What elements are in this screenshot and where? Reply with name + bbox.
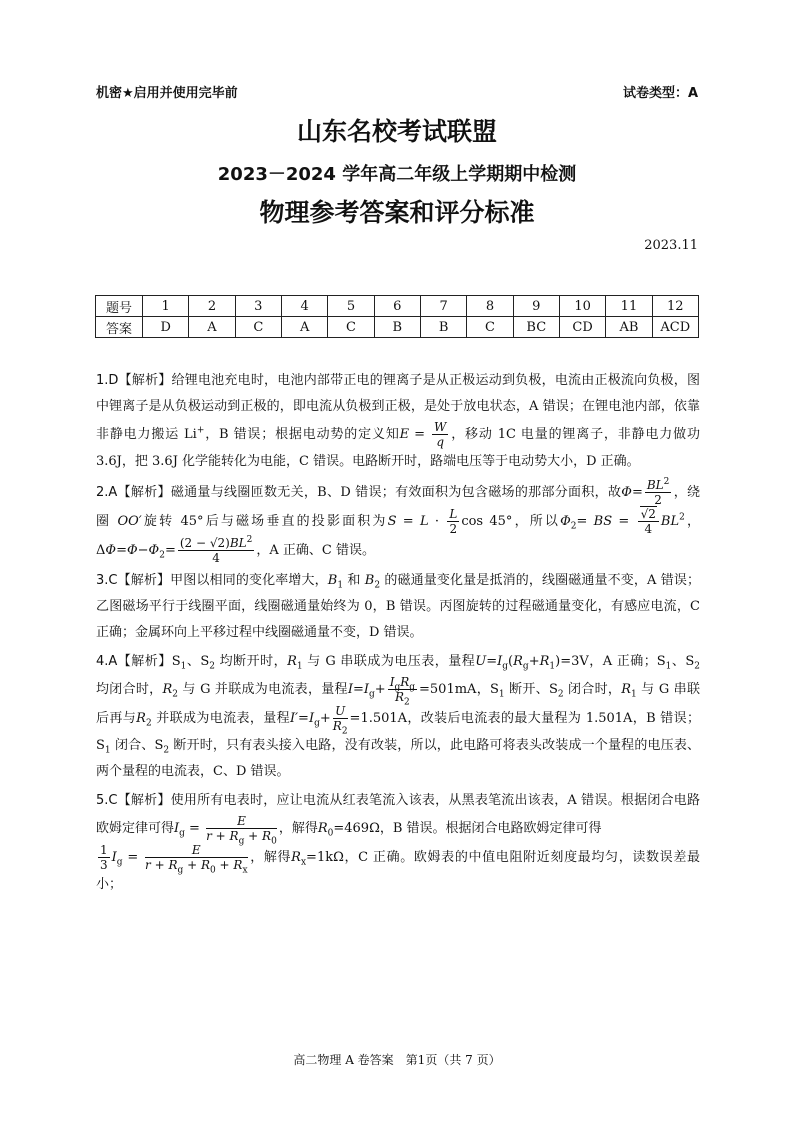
question-number: 9 — [513, 296, 559, 317]
page-footer: 高二物理 A 卷答案 第1页（共 7 页） — [293, 1053, 501, 1067]
answer-cell: AB — [606, 317, 652, 338]
answer-cell: D — [143, 317, 189, 338]
q2-text: 旋转 45°后与磁场垂直的投影面积为 — [141, 514, 388, 529]
q3-text: 和 — [347, 573, 361, 588]
current-range-formula: $I=I_g+$ $\frac{I_gR_g}{R_2}$ — [347, 675, 416, 708]
answer-cell: B — [374, 317, 420, 338]
answer-cell: C — [467, 317, 513, 338]
q4-text: 均断开时， — [219, 654, 288, 669]
q1-label: 1.D【解析】 — [96, 373, 172, 388]
q5-text: ，解得 — [249, 850, 292, 865]
q4-text: =501mA， — [419, 682, 491, 697]
q2-text: ，绕圈 — [96, 485, 700, 529]
answer-cell: C — [235, 317, 281, 338]
q4-text: 与 G 串联后再与 — [96, 682, 700, 726]
q2-text: ，所以 — [512, 514, 561, 529]
ohm-formula-2: $\frac{1}{3}$ $I_g$ = $\frac{E}{r + R_g + R_0 + R_x}$ — [100, 843, 248, 876]
q5-text: 使用所有电表时，应让电流从红表笔流入该表，从黑表笔流出该表，A 错误。根据闭合电路欧姆定律可得 — [96, 793, 700, 836]
q1-text: ，B 错误；根据电动势的定义知 — [204, 427, 400, 442]
exam-title: 2023－2024 学年高二年级上学期期中检测 — [217, 164, 577, 185]
area-formula: S = L · $\frac{L}{2}$ cos 45° — [387, 507, 513, 536]
q5-text: =1kΩ，C 正确。欧姆表的中值电阻附近刻度最均匀，读数误差最小； — [96, 850, 700, 892]
explanation-q2: 2.A【解析】磁通量与线圈匝数无关，B、D 错误；有效面积为包含磁场的那部分面积，故Φ= $\frac{BL^2}{2}$ ，绕圈 OO′旋转 45°后与磁场垂直的投影面积为S = L · $\frac{L}{2}$ cos 45°，所以$\Phi_2=$ BS = $\frac{√2}{4}$ $BL^2$，$\Delta\Phi=\Phi-\Phi_2=$ $\frac{(2 - √2)BL^2}{4}$ ，A 正确、C 错误。 — [96, 477, 700, 565]
question-number: 8 — [467, 296, 513, 317]
question-number: 10 — [559, 296, 605, 317]
q4-text: 断开时，只有表头接入电路，没有改装，所以，此电路可将表头改装成一个量程的电压表、两个量程的电流表，C、D 错误。 — [96, 738, 700, 779]
q1-text: 给锂电池充电时，电池内部带正电的锂离子是从正极运动到负极，电流由正极流向负极，图中锂离子是从负极运动到正极的，即电流从负极到正极，是处于放电状态，A 错误；在锂电池内部，依靠非静电力搬运 Li — [96, 373, 700, 442]
explanation-q3: 3.C【解析】甲图以相同的变化率增大，$B_1$ 和 $B_2$ 的磁通量变化量是抵消的，线圈磁通量不变，A 错误；乙图磁场平行于线圈平面，线圈磁通量始终为 0，B 错误。丙图旋转的过程磁通量变化，有感应电流，C 正确；金属环向上平移过程中线圈磁通量不变，D 错误。 — [96, 573, 700, 640]
confidential-label: 机密★启用并使用完毕前 — [96, 86, 238, 101]
flux2-formula: $\Phi_2=$ BS = $\frac{√2}{4}$ $BL^2$ — [560, 507, 685, 536]
q5-label: 5.C【解析】 — [96, 793, 171, 808]
delta-flux-formula: $\Delta\Phi=\Phi-\Phi_2=$ $\frac{(2 - √2)BL^2}{4}$ — [96, 535, 253, 565]
q4-text: 闭合时， — [568, 682, 622, 697]
answer-cell: BC — [513, 317, 559, 338]
q5-text: =469Ω，B 错误。根据闭合电路欧姆定律可得 — [333, 821, 602, 836]
q2-text: ， — [684, 514, 700, 529]
explanation-q1: 1.D【解析】给锂电池充电时，电池内部带正电的锂离子是从正极运动到负极，电流由正极流向负极，图中锂离子是从负极运动到正极的，即电流从负极到正极，是处于放电状态，A 错误；在锂电池内部，依靠非静电力搬运 Li+，B 错误；根据电动势的定义知E = $\frac{W}{q}$ ，移动 1C 电量的锂离子，非静电力做功 3.6J，把 3.6J 化学能转化为电能，C 错误。电路断开时，路端电压等于电动势大小，D 正确。 — [96, 373, 700, 469]
question-number-row — [96, 296, 699, 317]
answer-cell: C — [328, 317, 374, 338]
question-number: 4 — [281, 296, 327, 317]
answer-cell: ACD — [652, 317, 698, 338]
question-number: 2 — [189, 296, 235, 317]
answer-cell: A — [281, 317, 327, 338]
row-label-question: 题号 — [96, 296, 143, 317]
answer-cell: A — [189, 317, 235, 338]
q4-text: =3V，A 正确； — [560, 654, 657, 669]
q4-text: 与 G 串联成为电压表，量程 — [307, 654, 476, 669]
question-number: 3 — [235, 296, 281, 317]
question-number: 6 — [374, 296, 420, 317]
q3-text: 的磁通量变化量是抵消的，线圈磁通量不变，A 错误；乙图磁场平行于线圈平面，线圈磁通量始终为 0，B 错误。丙图旋转的过程磁通量变化，有感应电流，C 正确；金属环向上平移过程中线圈磁通量不变，D 错误。 — [96, 573, 700, 640]
q3-text: 甲图以相同的变化率增大， — [170, 573, 328, 588]
q4-text: 与 G 并联成为电流表，量程 — [182, 682, 348, 697]
question-number: 11 — [606, 296, 652, 317]
q5-text: ，解得 — [278, 821, 318, 836]
q4-text: =1.501A，改装后电流表的最大量程为 1.501A，B 错误； — [349, 711, 700, 726]
ohm-formula-1: $I_g$ = $\frac{E}{r + R_g + R_0}$ — [174, 814, 277, 847]
q4-text: 并联成为电流表，量程 — [156, 711, 290, 726]
q1-text: ，移动 1C 电量的锂离子，非静电力做功 3.6J，把 3.6J 化学能转化为电能，C 错误。电路断开时，路端电压等于电动势大小，D 正确。 — [96, 427, 700, 469]
emf-formula: E = $\frac{W}{q}$ — [399, 420, 447, 449]
question-number: 1 — [143, 296, 189, 317]
row-label-answer: 答案 — [96, 317, 143, 338]
question-number: 5 — [328, 296, 374, 317]
explanations — [96, 368, 700, 901]
q4-text: 断开、 — [509, 682, 549, 697]
paper-type-label: 试卷类型：A — [622, 86, 698, 101]
q2-text: ，A 正确、C 错误。 — [256, 543, 375, 558]
q3-label: 3.C【解析】 — [96, 573, 171, 588]
answer-row — [96, 317, 699, 338]
explanation-q4: 4.A【解析】$S_1$、$S_2$ 均断开时，$R_1$ 与 G 串联成为电压表，量程$U=I_g(R_g+R_1)=3V$，A 正确；$S_1$、$S_2$ 均闭合时，$R_2$ 与 G 并联成为电流表，量程$I=I_g+$ $\frac{I_gR_g}{R_2}$ =501mA，$S_1$ 断开、$S_2$ 闭合时，$R_1$ 与 G 串联后再与$R_2$ 并联成为电流表，量程$I'=I_g+$ $\frac{U}{R_2}$ =1.501A，改装后电流表的最大量程为 1.501A，B 错误；$S_1$ 闭合、$S_2$ 断开时，只有表头接入电路，没有改装，所以，此电路可将表头改装成一个量程的电压表、两个量程的电流表，C、D 错误。 — [96, 654, 700, 779]
q2-text: 磁通量与线圈匝数无关，B、D 错误；有效面积为包含磁场的那部分面积，故 — [170, 485, 622, 500]
question-number: 7 — [420, 296, 466, 317]
explanation-q5: 5.C【解析】使用所有电表时，应让电流从红表笔流入该表，从黑表笔流出该表，A 错误。根据闭合电路欧姆定律可得$I_g$ = $\frac{E}{r + R_g + R_0}$ ，解得$R_0=469\Omega$，B 错误。根据闭合电路欧姆定律可得 $\frac{1}{3}$ $I_g$ = $\frac{E}{r + R_g + R_0 + R_x}$ ，解得$R_x=1k\Omega$，C 正确。欧姆表的中值电阻附近刻度最均匀，读数误差最小； — [96, 793, 700, 892]
q4-text: 闭合、 — [114, 738, 155, 753]
q4-text: 均闭合时， — [96, 682, 163, 697]
answer-cell: CD — [559, 317, 605, 338]
answer-table — [95, 295, 699, 338]
question-number: 12 — [652, 296, 698, 317]
q4-label: 4.A【解析】 — [96, 654, 172, 669]
subject-title: 物理参考答案和评分标准 — [259, 198, 535, 227]
q2-label: 2.A【解析】 — [96, 485, 171, 500]
flux-formula: Φ= $\frac{BL^2}{2}$ — [621, 477, 670, 507]
current-range2-formula: $I'=I_g+$ $\frac{U}{R_2}$ — [289, 704, 348, 737]
org-title: 山东名校考试联盟 — [296, 117, 497, 146]
answer-cell: B — [420, 317, 466, 338]
exam-date: 2023.11 — [644, 238, 698, 253]
